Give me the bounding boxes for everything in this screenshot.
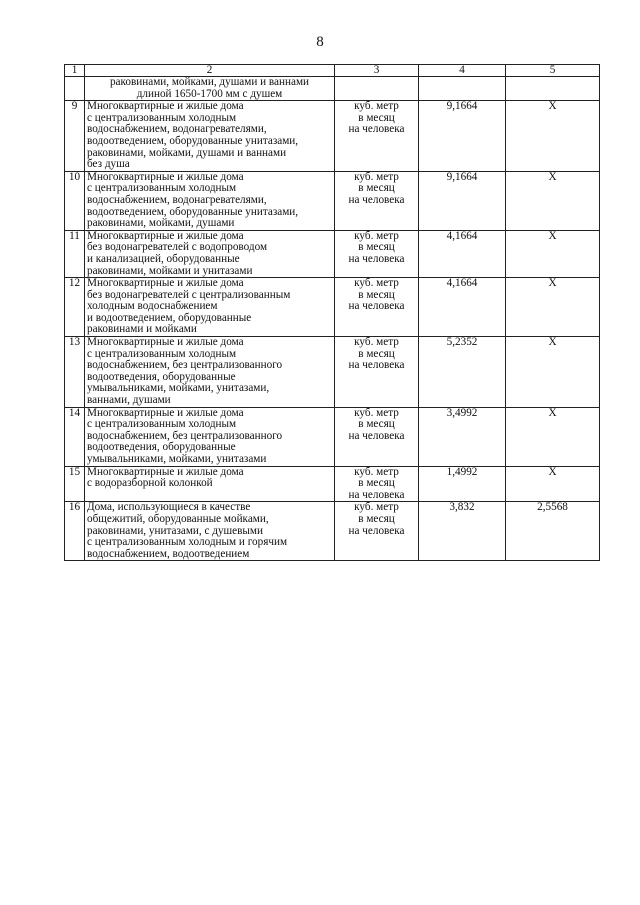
unit-line: на человека (348, 300, 405, 313)
description-line: без душа (87, 158, 130, 171)
table-row (65, 230, 600, 277)
consumption-norms-table (64, 64, 600, 561)
table-row (65, 502, 600, 561)
norm-value-col4: 3,832 (419, 502, 506, 561)
norm-value-col5: X (506, 337, 600, 408)
description-line: Многоквартирные и жилые дома (87, 336, 244, 349)
description-line: с централизованным холодным (87, 347, 237, 360)
norm-value-col5: X (506, 171, 600, 230)
unit-of-measure (335, 171, 419, 230)
housing-description (85, 230, 335, 277)
norm-value-col5 (506, 77, 600, 101)
unit-of-measure (335, 337, 419, 408)
description-line: раковинами и мойками (87, 323, 197, 336)
description-line: водоснабжением, водоотведением (87, 547, 250, 560)
table-row (65, 171, 600, 230)
unit-of-measure (335, 407, 419, 466)
housing-description (85, 337, 335, 408)
unit-line: на человека (348, 123, 405, 136)
unit-of-measure (335, 502, 419, 561)
page-number: 8 (316, 34, 324, 50)
column-header: 4 (419, 65, 506, 77)
column-header: 3 (335, 65, 419, 77)
housing-description (85, 466, 335, 502)
table-body (65, 77, 600, 561)
row-number: 15 (65, 466, 85, 502)
unit-line: в месяц (358, 512, 395, 525)
norm-value-col4: 5,2352 (419, 337, 506, 408)
description-line: водоснабжением, водонагревателями, (87, 193, 267, 206)
description-line: водоотведения, оборудованные (87, 441, 236, 454)
description-line: водоотведением, оборудованные унитазами, (87, 134, 299, 147)
table-header-row (65, 65, 600, 77)
norm-value-col5: X (506, 101, 600, 172)
row-number: 14 (65, 407, 85, 466)
unit-of-measure (335, 278, 419, 337)
norm-value-col4: 3,4992 (419, 407, 506, 466)
description-line: Многоквартирные и жилые дома (87, 100, 244, 113)
housing-description (85, 407, 335, 466)
unit-of-measure (335, 101, 419, 172)
norm-value-col4: 1,4992 (419, 466, 506, 502)
unit-line: куб. метр (354, 407, 399, 419)
unit-line: в месяц (358, 182, 395, 195)
unit-line: куб. метр (354, 466, 399, 478)
description-line: водоснабжением, без централизованного (87, 429, 283, 442)
description-line: водоснабжением, без централизованного (87, 359, 283, 372)
description-line: Многоквартирные и жилые дома (87, 230, 244, 242)
description-line: водоснабжением, водонагревателями, (87, 123, 267, 136)
description-line: с централизованным холодным (87, 182, 237, 195)
norm-value-col5: X (506, 230, 600, 277)
description-line: с централизованным холодным и горячим (87, 536, 288, 549)
description-line: водоотведением, оборудованные унитазами, (87, 205, 299, 218)
description-line: и канализацией, оборудованные (87, 252, 240, 265)
description-line: без водонагревателей с централизованным (87, 288, 291, 301)
norm-value-col5: X (506, 466, 600, 502)
unit-of-measure (335, 230, 419, 277)
norm-value-col4: 9,1664 (419, 171, 506, 230)
description-line: раковинами, мойками и унитазами (87, 264, 253, 277)
unit-line: в месяц (358, 477, 395, 490)
row-number: 12 (65, 278, 85, 337)
table-row (65, 466, 600, 502)
norm-value-col4: 4,1664 (419, 278, 506, 337)
unit-of-measure (335, 77, 419, 101)
description-line: раковинами, мойками, душами (87, 217, 235, 230)
unit-line: в месяц (358, 418, 395, 431)
housing-description (85, 278, 335, 337)
row-number: 11 (65, 230, 85, 277)
unit-line: в месяц (358, 288, 395, 301)
column-header: 1 (65, 65, 85, 77)
row-number: 16 (65, 502, 85, 561)
unit-line: в месяц (358, 347, 395, 360)
description-line: и водоотведением, оборудованные (87, 311, 252, 324)
unit-line: на человека (348, 252, 405, 265)
description-line: раковинами, унитазами, с душевыми (87, 524, 264, 537)
description-line: без водонагревателей с водопроводом (87, 241, 268, 254)
description-line: умывальниками, мойками, унитазами, (87, 382, 270, 395)
unit-line: в месяц (358, 111, 395, 124)
table-row (65, 337, 600, 408)
description-line: общежитий, оборудованные мойками, (87, 512, 269, 525)
description-line: водоотведения, оборудованные (87, 370, 236, 383)
unit-line: куб. метр (354, 171, 399, 183)
norm-value-col5: X (506, 407, 600, 466)
description-line: Многоквартирные и жилые дома (87, 171, 244, 183)
description-line: Многоквартирные и жилые дома (87, 277, 244, 290)
unit-line: куб. метр (354, 336, 399, 349)
housing-description (85, 77, 335, 101)
norm-value-col5: 2,5568 (506, 502, 600, 561)
table-row-continuation (65, 77, 600, 101)
description-line: Дома, использующиеся в качестве (87, 501, 251, 514)
unit-line: куб. метр (354, 277, 399, 290)
column-header: 5 (506, 65, 600, 77)
description-line: Многоквартирные и жилые дома (87, 466, 244, 478)
norm-value-col5: X (506, 278, 600, 337)
norm-value-col4 (419, 77, 506, 101)
unit-line: на человека (348, 488, 405, 501)
description-line: холодным водоснабжением (87, 300, 218, 313)
unit-line: в месяц (358, 241, 395, 254)
column-header: 2 (85, 65, 335, 77)
description-line: с централизованным холодным (87, 418, 237, 431)
description-line: с централизованным холодным (87, 111, 237, 124)
unit-of-measure (335, 466, 419, 502)
description-line: раковинами, мойками, душами и ваннами (109, 76, 310, 88)
description-line: ваннами, душами (87, 394, 171, 407)
row-number: 9 (65, 101, 85, 172)
unit-line: на человека (348, 193, 405, 206)
norm-value-col4: 9,1664 (419, 101, 506, 172)
description-line: с водоразборной колонкой (87, 477, 213, 490)
unit-line: на человека (348, 359, 405, 372)
housing-description (85, 502, 335, 561)
row-number: 10 (65, 171, 85, 230)
unit-line: на человека (348, 524, 405, 537)
housing-description (85, 171, 335, 230)
description-line: раковинами, мойками, душами и ваннами (87, 146, 287, 159)
row-number (65, 77, 85, 101)
unit-line: куб. метр (354, 501, 399, 514)
norm-value-col4: 4,1664 (419, 230, 506, 277)
table-row (65, 407, 600, 466)
description-line: Многоквартирные и жилые дома (87, 407, 244, 419)
row-number: 13 (65, 337, 85, 408)
unit-line: куб. метр (354, 100, 399, 113)
housing-description (85, 101, 335, 172)
table-row (65, 278, 600, 337)
description-line: длиной 1650-1700 мм с душем (136, 87, 283, 100)
unit-line: на человека (348, 429, 405, 442)
description-line: умывальниками, мойками, унитазами (87, 453, 267, 465)
unit-line: куб. метр (354, 230, 399, 242)
table-row (65, 101, 600, 172)
